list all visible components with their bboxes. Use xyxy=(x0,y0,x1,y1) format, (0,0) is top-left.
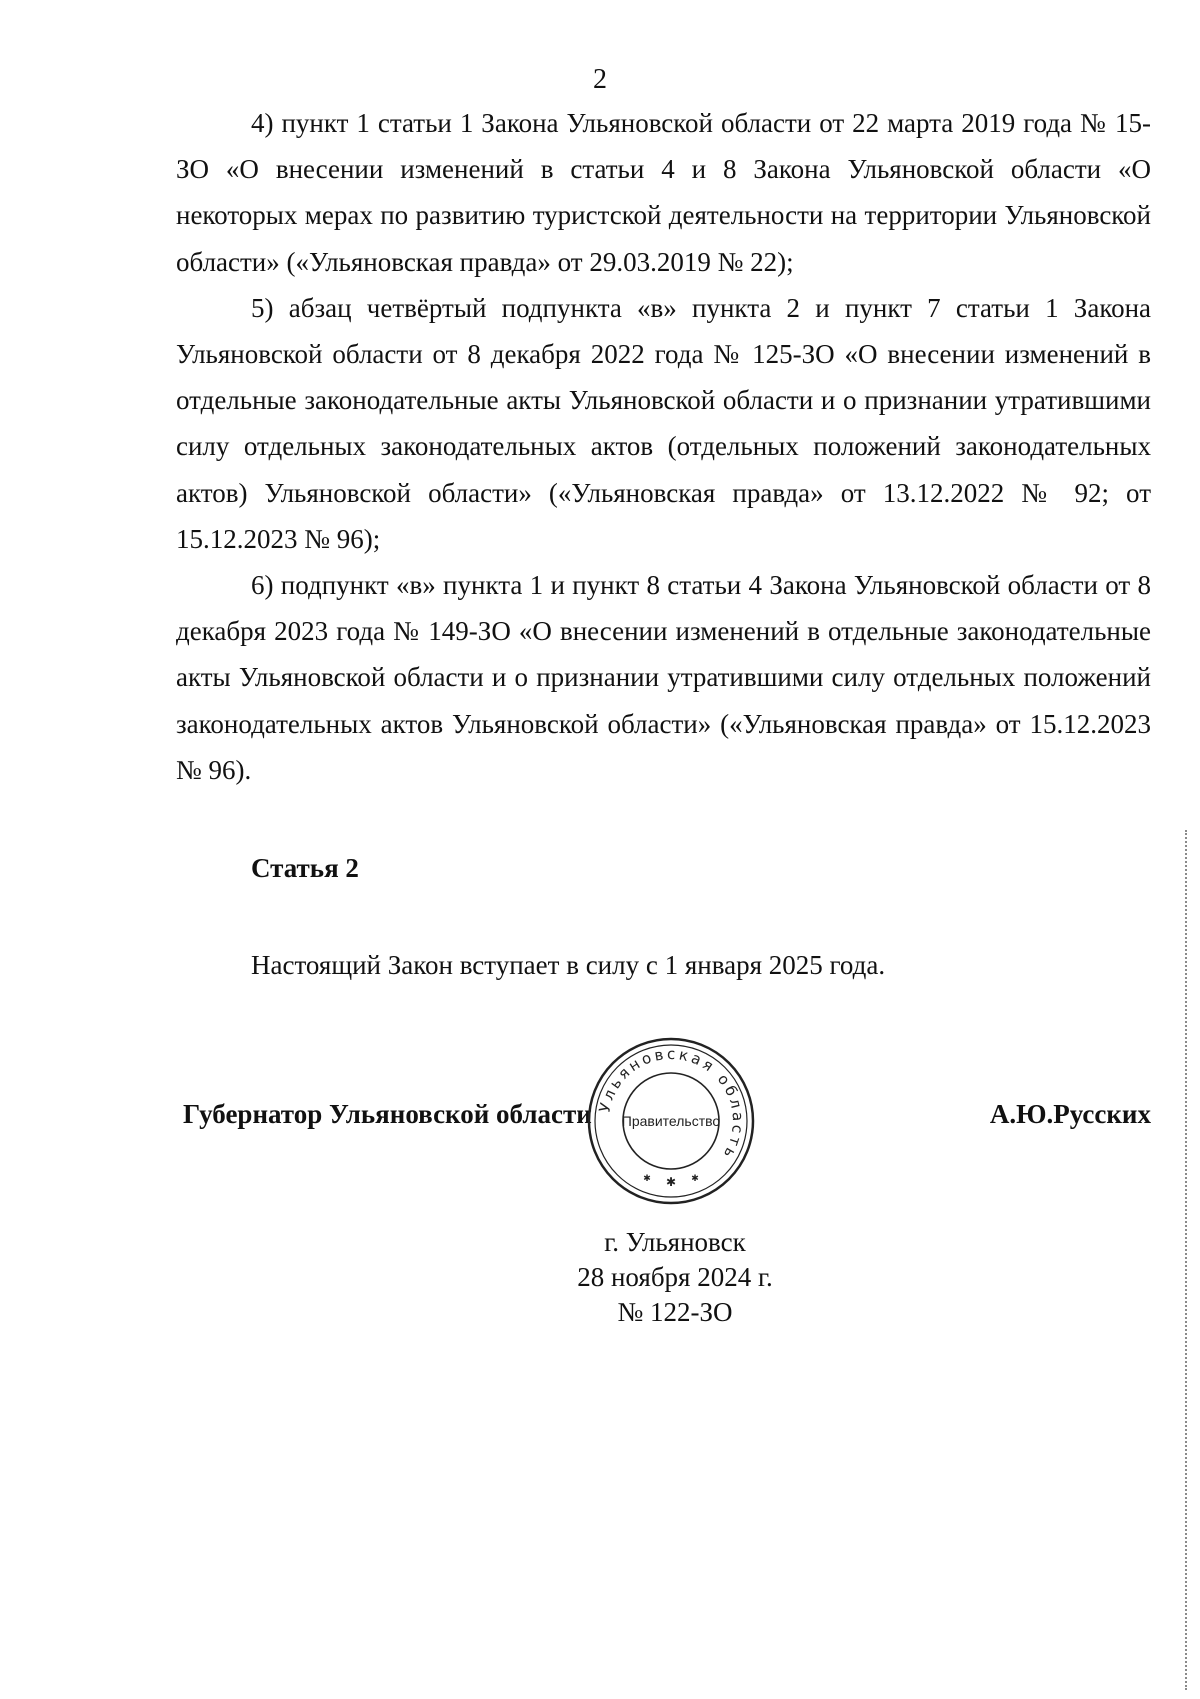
signing-city: г. Ульяновск xyxy=(604,1227,746,1257)
seal-star-icon: ✱ xyxy=(665,1175,677,1189)
scan-edge-line xyxy=(1185,830,1188,1690)
clause-5: 5) абзац четвёртый подпункта «в» пункта 2 и пункт 7 статьи 1 Закона Ульяновской области от 8 декабря 2022 года № 125-ЗО «О внесении изменений в отдельные законодательные акты Ульяновской области и о признании утратившими силу отдельных законодательных актов (отдельных положений законодательных актов) Ульяновской области» («Ульяновская правда» от 13.12.2022 № 92; от 15.12.2023 № 96); xyxy=(176,292,1151,554)
article-title: Статья 2 xyxy=(251,853,359,883)
signatory-name: А.Ю.Русских xyxy=(989,1099,1151,1129)
seal-center-text: Правительство xyxy=(621,1113,721,1129)
page-number: 2 xyxy=(593,64,607,95)
clause-6: 6) подпункт «в» пункта 1 и пункт 8 статьи 4 Закона Ульяновской области от 8 декабря 2023 года № 149-ЗО «О внесении изменений в отдельные законодательные акты Ульяновской области и о признании утратившими силу отдельных положений законодательных актов Ульяновской области» («Ульяновская правда» от 15.12.2023 № 96). xyxy=(176,570,1151,785)
signing-date: 28 ноября 2024 г. xyxy=(577,1262,773,1292)
repealed-provisions-list xyxy=(176,100,1151,793)
signatory-role: Губернатор Ульяновской области xyxy=(183,1099,592,1129)
seal-star-icon-right: ✱ xyxy=(691,1174,699,1184)
seal-ring-text: Ульяновская область xyxy=(595,1044,748,1164)
seal-star-icon-left: ✱ xyxy=(643,1174,651,1184)
svg-text:Ульяновская область xyxy=(596,1045,748,1164)
clause-4: 4) пункт 1 статьи 1 Закона Ульяновской области от 22 марта 2019 года № 15-ЗО «О внесении изменений в статьи 4 и 8 Закона Ульяновской области «О некоторых мерах по развитию туристской деятельности на территории Ульяновской области» («Ульяновская правда» от 29.03.2019 № 22); xyxy=(176,108,1151,277)
law-number: № 122-ЗО xyxy=(617,1297,733,1327)
government-seal-stamp xyxy=(586,1036,756,1206)
article-text: Настоящий Закон вступает в силу с 1 января 2025 года. xyxy=(251,950,886,980)
signing-details xyxy=(0,1225,1200,1330)
